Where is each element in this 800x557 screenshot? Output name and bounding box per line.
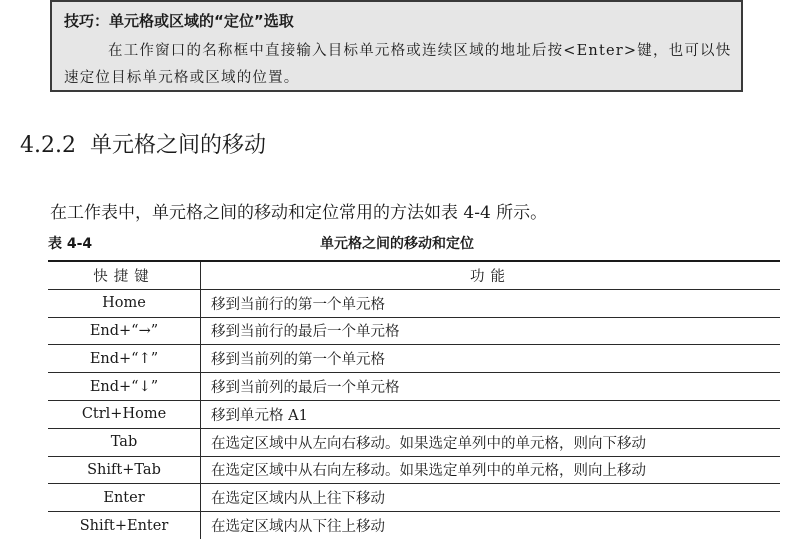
table-header-row bbox=[48, 261, 780, 289]
shortcut-function: 移到当前列的最后一个单元格 bbox=[201, 373, 781, 401]
shortcut-key: Enter bbox=[48, 484, 201, 512]
table-row bbox=[48, 456, 780, 484]
tip-title: 技巧：单元格或区域的“定位”选取 bbox=[64, 12, 294, 30]
shortcut-function: 移到当前列的第一个单元格 bbox=[201, 345, 781, 373]
table-row bbox=[48, 289, 780, 317]
shortcut-table bbox=[48, 260, 780, 539]
shortcut-function: 移到单元格 A1 bbox=[201, 400, 781, 428]
table-label: 表 4-4 bbox=[48, 236, 93, 252]
shortcut-key: Tab bbox=[48, 428, 201, 456]
shortcut-key: End+“↓” bbox=[48, 373, 201, 401]
shortcut-function: 移到当前行的第一个单元格 bbox=[201, 289, 781, 317]
section-number: 4.2.2 bbox=[20, 133, 76, 158]
shortcut-key: Shift+Tab bbox=[48, 456, 201, 484]
table-row bbox=[48, 484, 780, 512]
shortcut-key: End+“↑” bbox=[48, 345, 201, 373]
shortcut-key: Home bbox=[48, 289, 201, 317]
table-row bbox=[48, 428, 780, 456]
shortcut-function: 在选定区域内从下往上移动 bbox=[201, 512, 781, 539]
shortcut-function: 在选定区域中从右向左移动。如果选定单列中的单元格，则向上移动 bbox=[201, 456, 781, 484]
table-row bbox=[48, 345, 780, 373]
section-title: 单元格之间的移动 bbox=[90, 133, 267, 158]
table-title: 单元格之间的移动和定位 bbox=[320, 236, 474, 252]
shortcut-function: 移到当前行的最后一个单元格 bbox=[201, 317, 781, 345]
table-row bbox=[48, 373, 780, 401]
shortcut-key: Shift+Enter bbox=[48, 512, 201, 539]
shortcut-function: 在选定区域中从左向右移动。如果选定单列中的单元格，则向下移动 bbox=[201, 428, 781, 456]
shortcut-key: Ctrl+Home bbox=[48, 400, 201, 428]
section-heading bbox=[20, 128, 266, 159]
table-row bbox=[48, 512, 780, 539]
intro-paragraph: 在工作表中，单元格之间的移动和定位常用的方法如表 4-4 所示。 bbox=[50, 203, 548, 223]
header-shortcut: 快捷键 bbox=[48, 261, 201, 289]
table-row bbox=[48, 400, 780, 428]
table-caption bbox=[48, 233, 778, 257]
shortcut-function: 在选定区域内从上往下移动 bbox=[201, 484, 781, 512]
table-row bbox=[48, 317, 780, 345]
tip-box bbox=[50, 0, 743, 92]
tip-body: 在工作窗口的名称框中直接输入目标单元格或连续区域的地址后按<Enter>键，也可以快速定位目标单元格或区域的位置。 bbox=[64, 43, 732, 86]
shortcut-key: End+“→” bbox=[48, 317, 201, 345]
header-function: 功能 bbox=[201, 261, 781, 289]
